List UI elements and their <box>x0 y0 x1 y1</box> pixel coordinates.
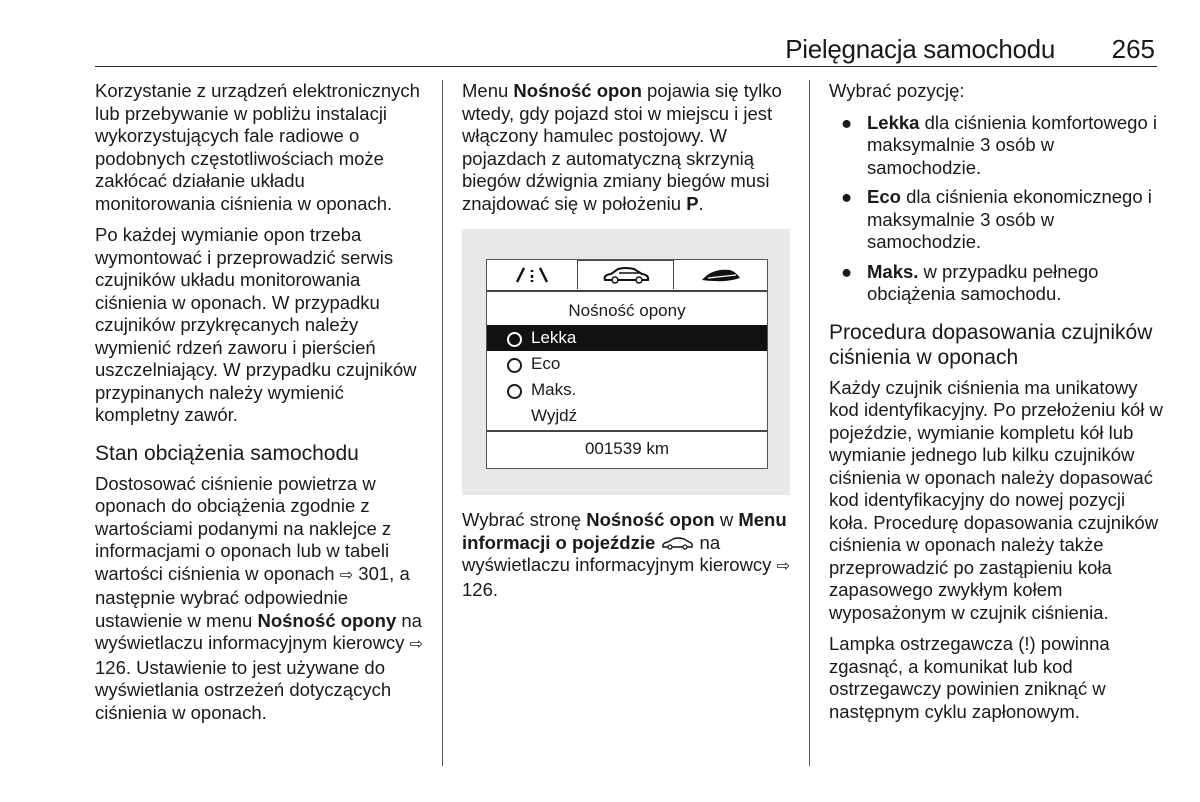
car-icon <box>578 261 673 289</box>
radio-icon <box>507 332 522 347</box>
list-item: ● Lekka dla ciśnienia komfortowego i maksymalnie 3 osób w samochodzie. <box>841 111 1158 178</box>
tab-vehicle-info[interactable] <box>577 260 674 289</box>
page-ref-icon: ⇨ <box>409 636 423 653</box>
paragraph: Wybrać stronę Nośność opon w Menu informacji o pojeździe na wyświetlaczu informacyjnym kierowcy ⇨ 126. <box>462 509 790 600</box>
display-illustration <box>462 229 790 495</box>
menu-name: Nośność opon <box>513 80 642 101</box>
page-number: 265 <box>1111 34 1155 64</box>
section-heading: Stan obciążenia samochodu <box>95 441 359 465</box>
section-title: Pielęgnacja samochodu <box>785 34 1055 64</box>
list-item: ● Maks. w przypadku pełnego obciążenia samochodu. <box>841 260 1099 304</box>
column-divider <box>442 80 443 766</box>
column-middle <box>462 80 792 610</box>
option-lekka[interactable] <box>487 325 767 351</box>
list-item: ● Eco dla ciśnienia ekonomicznego i maksymalnie 3 osób w samochodzie. <box>841 186 1152 252</box>
bullet-icon: ● <box>841 111 853 133</box>
car-icon <box>660 536 694 550</box>
column-right <box>829 80 1164 732</box>
page-ref-icon: ⇨ <box>776 558 790 575</box>
option-maks[interactable] <box>487 377 767 403</box>
tab-trip[interactable] <box>487 260 577 290</box>
option-label: Wyjdź <box>531 406 578 425</box>
screen-title: Nośność opony <box>568 301 686 320</box>
option-exit[interactable] <box>487 403 767 429</box>
menu-name: Menu informacji o pojeździe <box>462 509 787 553</box>
divider <box>487 290 767 292</box>
column-divider <box>809 80 810 766</box>
paragraph: Każdy czujnik ciśnienia ma unikatowy kod identyfikacyjny. Po przełożeniu kół w pojeździe, wymianie kompletu kół lub wymianie jednego lub kilku czujników ciśnienia w oponach należy dopasować kod identyfikacyjny do nowej pozycji koła. Procedurę dopasowania czujników ciśnienia w oponach należy także przeprowadzić po zastąpieniu koła zapasowego zwykłym kołem wyposażonym w czujnik ciśnienia. <box>829 376 1163 623</box>
page-ref[interactable]: 126 <box>462 578 493 600</box>
option-label: Maks. <box>531 380 577 399</box>
gear-position: P <box>686 192 699 214</box>
paragraph: Po każdej wymianie opon trzeba wymontować i przeprowadzić serwis czujników układu monitorowania ciśnienia w oponach. W przypadku czujników przykręcanych należy wymienić rdzeń zaworu i pierścień uszczelniający. W przypadku czujników przypinanych należy wymienić kompletny zawór. <box>95 224 417 425</box>
page-ref-icon: ⇨ <box>339 566 354 584</box>
leaf-icon <box>672 260 767 290</box>
page-header <box>95 26 1157 67</box>
option-list <box>829 112 1164 306</box>
option-label: Eco <box>531 354 561 373</box>
paragraph: Lampka ostrzegawcza (!) powinna zgasnąć, a komunikat lub kod ostrzegawczy powinien zniknąć w następnym cyklu zapłonowym. <box>829 633 1110 722</box>
odometer: 001539 km <box>584 439 670 458</box>
radio-icon <box>507 358 522 373</box>
tire-pressure-warning-icon: (!) <box>1018 633 1036 654</box>
page-ref[interactable]: 301 <box>358 562 390 584</box>
page-ref[interactable]: 126 <box>95 656 126 678</box>
column-left <box>95 80 428 733</box>
radio-icon <box>507 384 522 399</box>
option-label: Lekka <box>531 328 577 347</box>
paragraph: Wybrać pozycję: <box>829 80 965 101</box>
tab-eco[interactable] <box>672 260 767 290</box>
screen-tabs <box>487 260 767 290</box>
menu-name: Nośność opon <box>586 509 715 530</box>
bullet-icon: ● <box>841 186 853 207</box>
option-eco[interactable] <box>487 351 767 377</box>
road-icon <box>487 260 577 290</box>
paragraph: Dostosować ciśnienie powietrza w oponach do obciążenia zgodnie z wartościami podanymi na naklejce z informacjami o oponach lub w tabeli wartości ciśnienia w oponach ⇨ 301, a następnie wybrać odpowiednie ustawienie w menu Nośność opony na wyświetlaczu informacyjnym kierowcy ⇨ 126. Ustawienie to jest używane do wyświetlania ostrzeżeń dotyczących ciśnienia w oponach. <box>95 472 423 723</box>
paragraph: Korzystanie z urządzeń elektronicznych lub przebywanie w pobliżu instalacji wykorzystujących fale radiowe o podobnych częstotliwościach może zakłócać działanie układu monitorowania ciśnienia w oponach. <box>95 80 420 214</box>
bullet-icon: ● <box>841 260 853 282</box>
menu-name: Nośność opony <box>257 609 397 631</box>
paragraph: Menu Nośność opon pojawia się tylko wtedy, gdy pojazd stoi w miejscu i jest włączony hamulec postojowy. W pojazdach z automatyczną skrzynią biegów dźwignia zmiany biegów musi znajdować się w położeniu P. <box>462 80 782 214</box>
driver-info-screen <box>486 259 768 469</box>
section-heading: Procedura dopasowania czujników ciśnienia w oponach <box>829 320 1153 369</box>
divider <box>487 430 767 432</box>
